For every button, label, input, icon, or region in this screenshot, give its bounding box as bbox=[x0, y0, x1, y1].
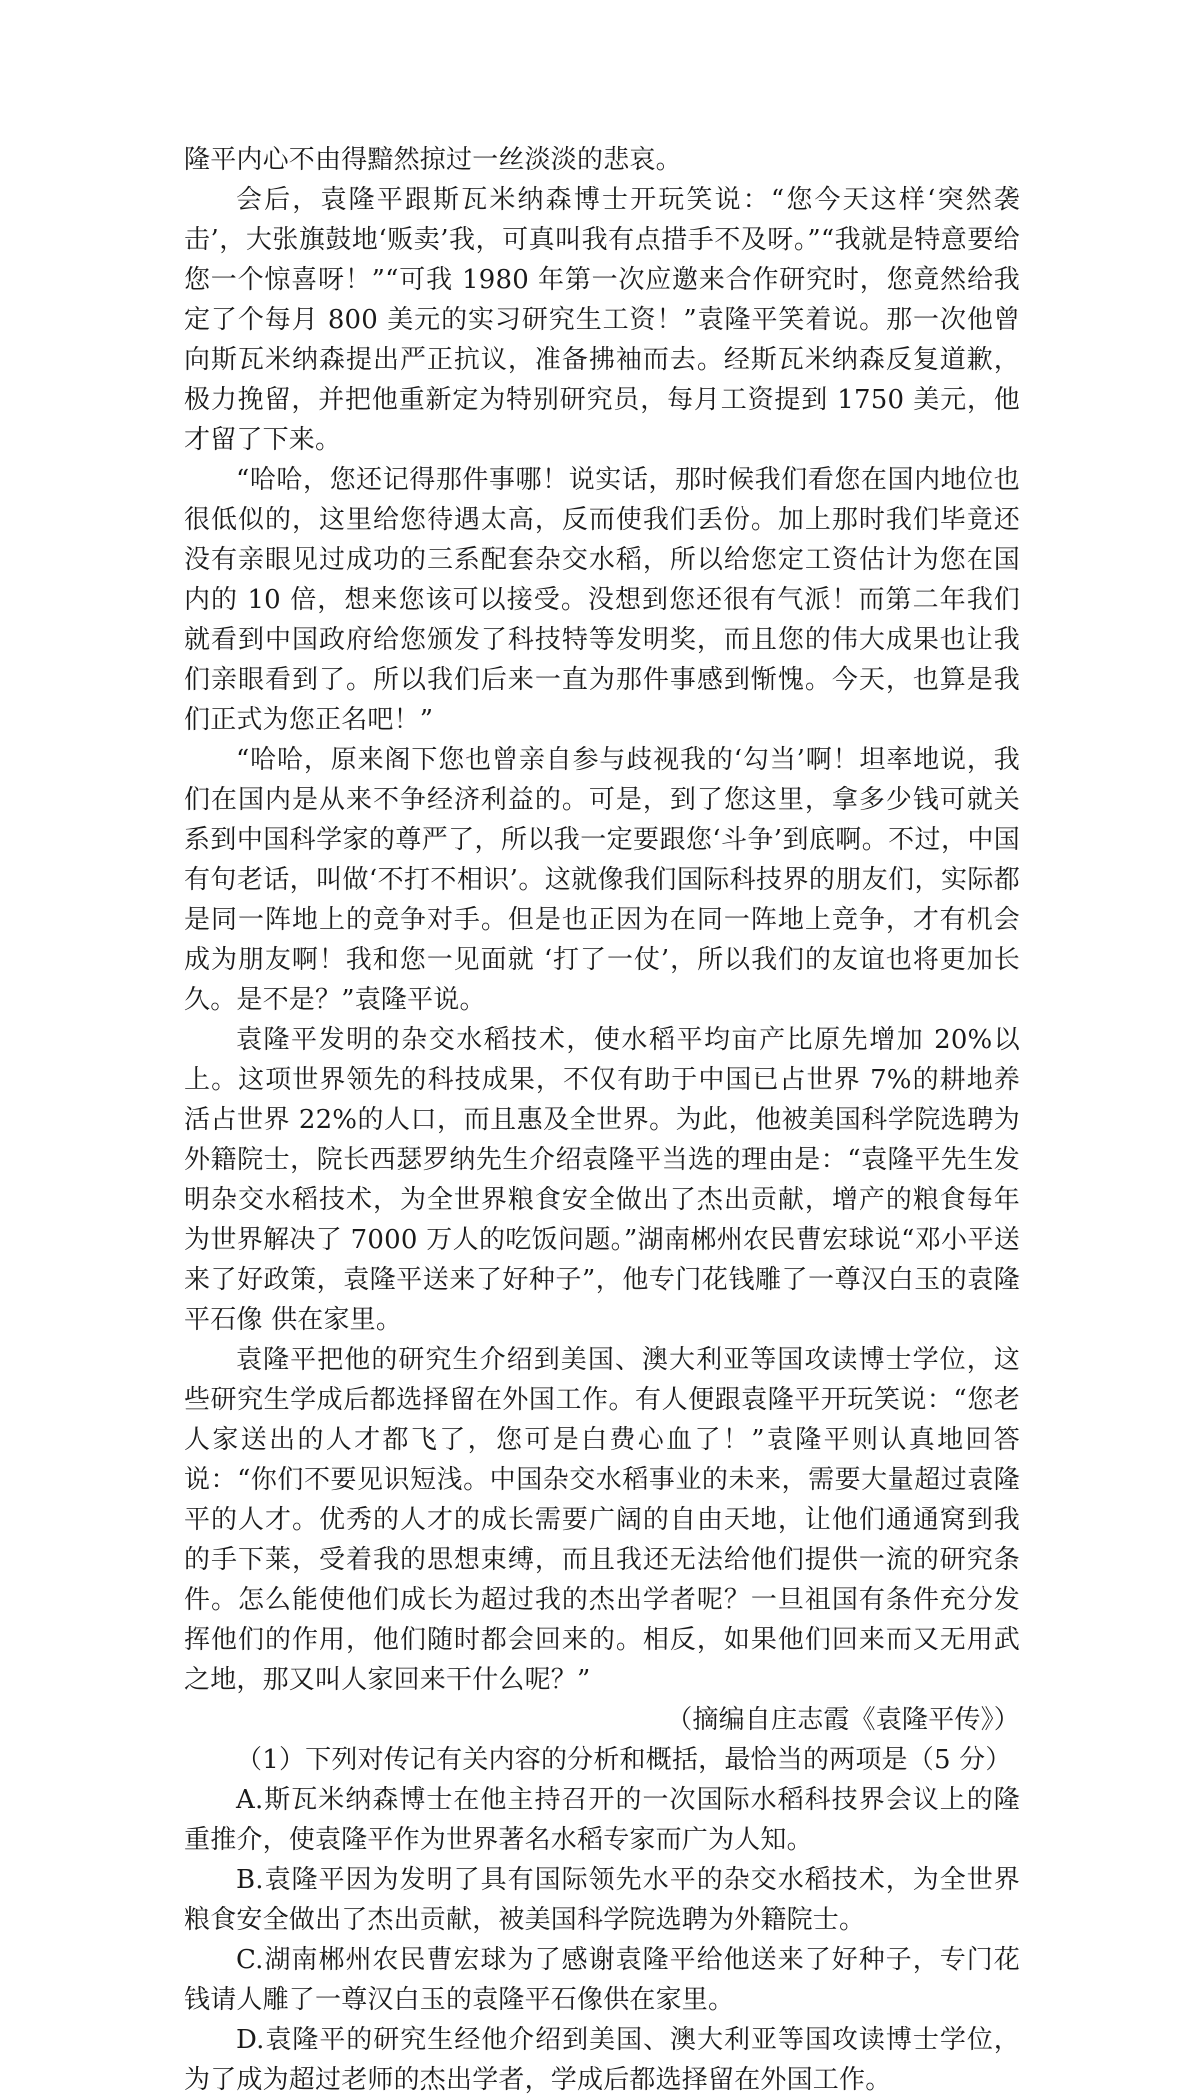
option-c: C.湖南郴州农民曹宏球为了感谢袁隆平给他送来了好种子，专门花钱请人雕了一尊汉白玉的袁隆平石像供在家里。 bbox=[184, 1945, 1020, 2015]
paragraph: 袁隆平发明的杂交水稻技术，使水稻平均亩产比原先增加 20%以上。这项世界领先的科技成果，不仅有助于中国已占世界 7%的耕地养活占世界 22%的人口，而且惠及全世界。为此，他被美国科学院选聘为外籍院士，院长西瑟罗纳先生介绍袁隆平当选的理由是：“袁隆平先生发明杂交水稻技术，为全世界粮食安全做出了杰出贡献，增产的粮食每年为世界解决了 7000 万人的吃饭问题。”湖南郴州农民曹宏球说“邓小平送来了好政策，袁隆平送来了好种子”，他专门花钱雕了一尊汉白玉的袁隆平石像 供在家里。 bbox=[184, 1025, 1020, 1335]
option-d: D.袁隆平的研究生经他介绍到美国、澳大利亚等国攻读博士学位，为了成为超过老师的杰出学者，学成后都选择留在外国工作。 bbox=[184, 2025, 1020, 2095]
paragraph: “哈哈，您还记得那件事哪！说实话，那时候我们看您在国内地位也很低似的，这里给您待遇太高，反而使我们丢份。加上那时我们毕竟还没有亲眼见过成功的三系配套杂交水稻，所以给您定工资估计为您在国内的 10 倍，想来您该可以接受。没想到您还很有气派！而第二年我们就看到中国政府给您颁发了科技特等发明奖，而且您的伟大成果也让我们亲眼看到了。所以我们后来一直为那件事感到惭愧。今天，也算是我们正式为您正名吧！” bbox=[184, 465, 1020, 735]
document-page bbox=[184, 140, 1020, 2100]
option-b: B.袁隆平因为发明了具有国际领先水平的杂交水稻技术，为全世界粮食安全做出了杰出贡献，被美国科学院选聘为外籍院士。 bbox=[184, 1865, 1020, 1935]
option-a: A.斯瓦米纳森博士在他主持召开的一次国际水稻科技界会议上的隆重推介，使袁隆平作为世界著名水稻专家而广为人知。 bbox=[184, 1785, 1020, 1855]
source-citation: （摘编自庄志霞《袁隆平传》） bbox=[666, 1705, 1020, 1735]
paragraph: “哈哈，原来阁下您也曾亲自参与歧视我的‘勾当’啊！坦率地说，我们在国内是从来不争经济利益的。可是，到了您这里，拿多少钱可就关系到中国科学家的尊严了，所以我一定要跟您‘斗争’到底啊。不过，中国有句老话，叫做‘不打不相识’。这就像我们国际科技界的朋友们，实际都是同一阵地上的竞争对手。但是也正因为在同一阵地上竞争，才有机会成为朋友啊！我和您一见面就 ‘打了一仗’，所以我们的友谊也将更加长久。是不是？”袁隆平说。 bbox=[184, 745, 1020, 1015]
paragraph: 会后，袁隆平跟斯瓦米纳森博士开玩笑说：“您今天这样‘突然袭击’，大张旗鼓地‘贩卖’我，可真叫我有点措手不及呀。”“我就是特意要给您一个惊喜呀！”“可我 1980 年第一次应邀来合作研究时，您竟然给我定了个每月 800 美元的实习研究生工资！”袁隆平笑着说。那一次他曾向斯瓦米纳森提出严正抗议，准备拂袖而去。经斯瓦米纳森反复道歉，极力挽留，并把他重新定为特别研究员，每月工资提到 1750 美元，他才留了下来。 bbox=[184, 185, 1020, 455]
paragraph-continuation: 隆平内心不由得黯然掠过一丝淡淡的悲哀。 bbox=[184, 145, 682, 175]
paragraph: 袁隆平把他的研究生介绍到美国、澳大利亚等国攻读博士学位，这些研究生学成后都选择留在外国工作。有人便跟袁隆平开玩笑说：“您老人家送出的人才都飞了，您可是白费心血了！”袁隆平则认真地回答说：“你们不要见识短浅。中国杂交水稻事业的未来，需要大量超过袁隆平的人才。优秀的人才的成长需要广阔的自由天地，让他们通通窝到我的手下莱，受着我的思想束缚，而且我还无法给他们提供一流的研究条件。怎么能使他们成长为超过我的杰出学者呢？一旦祖国有条件充分发挥他们的作用，他们随时都会回来的。相反，如果他们回来而又无用武之地，那又叫人家回来干什么呢？” bbox=[184, 1345, 1020, 1695]
question-prompt: （1）下列对传记有关内容的分析和概括，最恰当的两项是（5 分） bbox=[236, 1745, 1012, 1775]
